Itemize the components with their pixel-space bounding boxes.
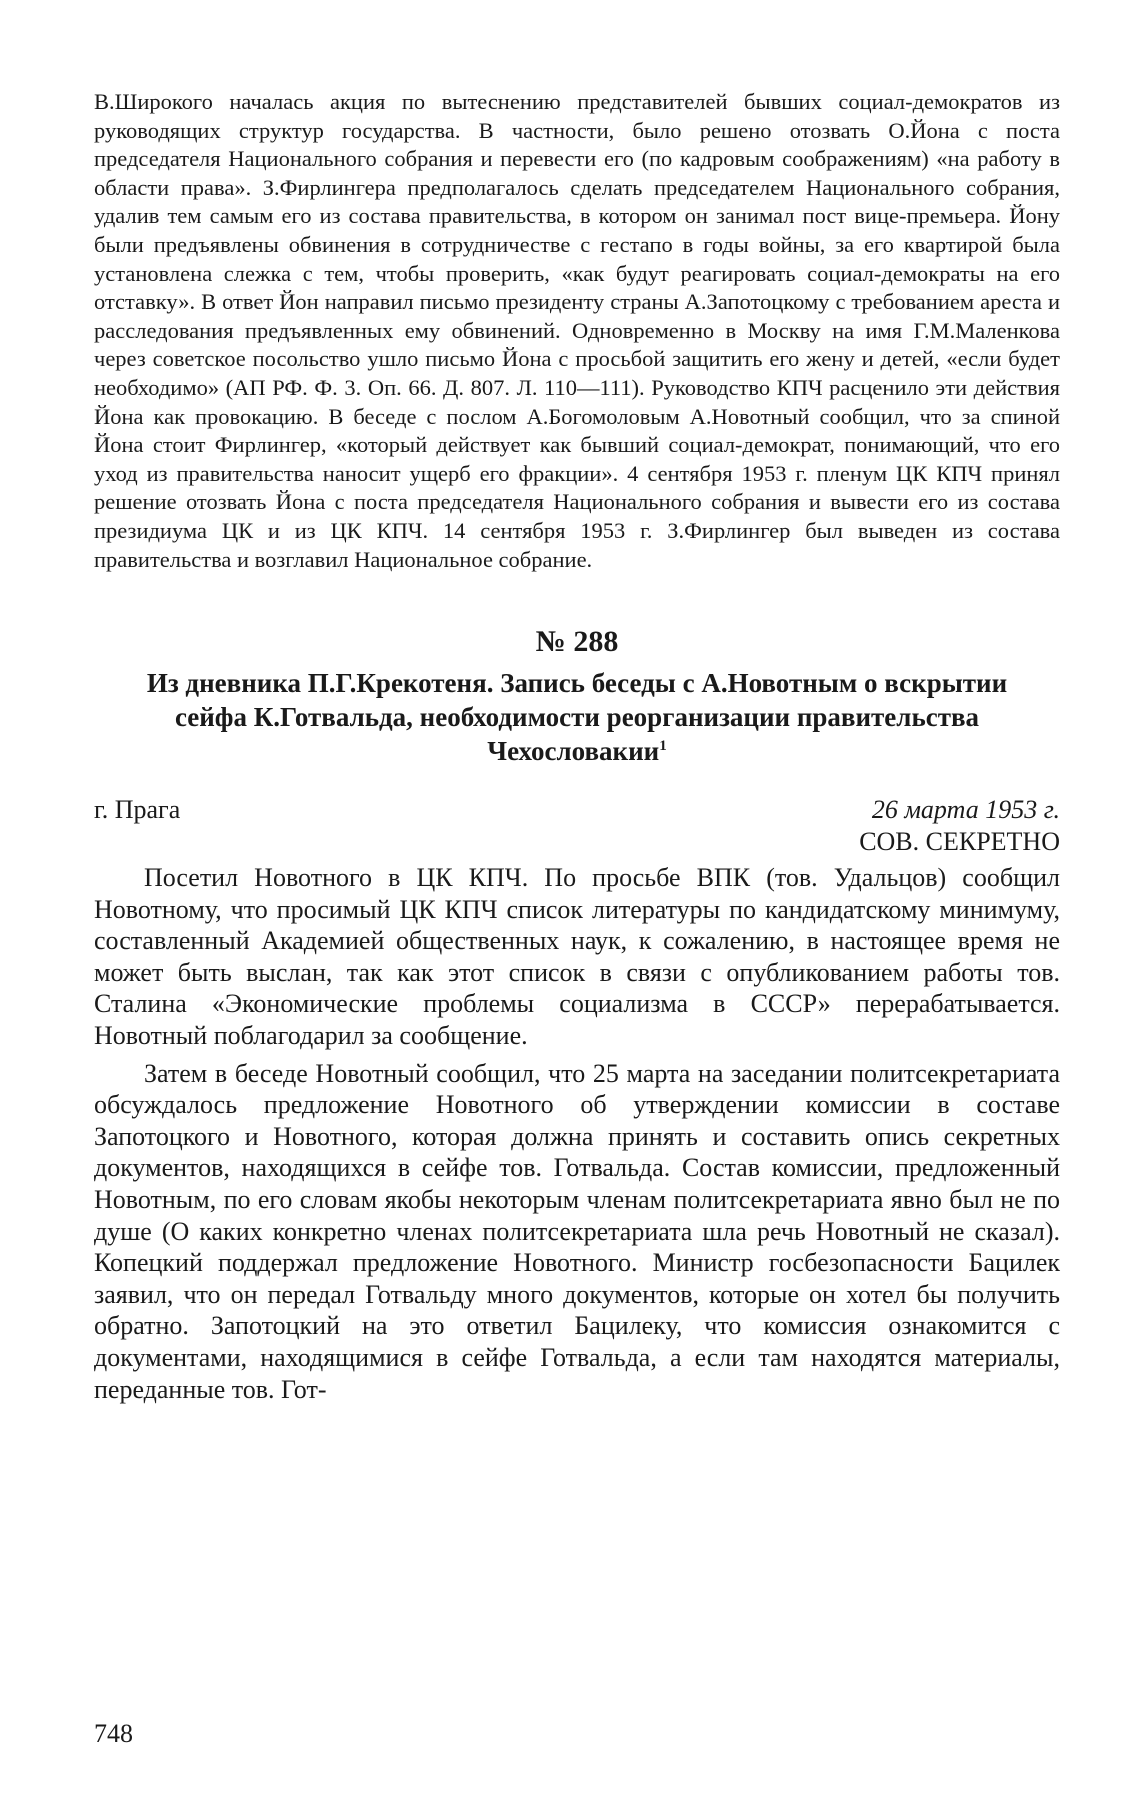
document-number: № 288: [535, 625, 619, 659]
document-title: [134, 666, 1020, 768]
book-page: [94, 88, 1060, 1405]
classification-stamp: СОВ. СЕКРЕТНО: [859, 827, 1060, 857]
page-number: 748: [94, 1719, 133, 1748]
intro-commentary-paragraph: В.Широкого началась акция по вытеснению представителей бывших социал-демократов из руководящих структур государства. В частности, было решено отозвать О.Йона с поста председателя Национального собрания и перевести его (по кадровым соображениям) «на работу в области права». З.Фирлингера предполагалось сделать председателем Национального собрания, удалив тем самым его из состава правительства, в котором он занимал пост вице-премьера. Йону были предъявлены обвинения в сотрудничестве с гестапо в годы войны, за его квартирой была установлена слежка с тем, чтобы проверить, «как будут реагировать социал-демократы на его отставку». В ответ Йон направил письмо президенту страны А.Запотоцкому с требованием ареста и расследования предъявленных ему обвинений. Одновременно в Москву на имя Г.М.Маленкова через советское посольство ушло письмо Йона с просьбой защитить его жену и детей, «если будет необходимо» (АП РФ. Ф. 3. Оп. 66. Д. 807. Л. 110—111). Руководство КПЧ расценило эти действия Йона как провокацию. В беседе с послом А.Богомоловым А.Новотный сообщил, что за спиной Йона стоит Фирлингер, «который действует как бывший социал-демократ, понимающий, что его уход из правительства наносит ущерб его фракции». 4 сентября 1953 г. пленум ЦК КПЧ принял решение отозвать Йона с поста председателя Национального собрания и вывести его из состава президиума ЦК и из ЦК КПЧ. 14 сентября 1953 г. З.Фирлингер был выведен из состава правительства и возглавил Национальное собрание.: [94, 89, 1060, 572]
document-paragraph: Посетил Новотного в ЦК КПЧ. По просьбе ВПК (тов. Удальцов) сообщил Новотному, что просимый ЦК КПЧ список литературы по кандидатскому минимуму, составленный Академией общественных наук, к сожалению, в настоящее время не может быть выслан, так как этот список в связи с опубликованием работы тов. Сталина «Экономические проблемы социализма в СССР» перерабатывается. Новотный поблагодарил за сообщение.: [94, 863, 1060, 1051]
document-paragraph: Затем в беседе Новотный сообщил, что 25 марта на заседании политсекретариата обсуждалось предложение Новотного об утверждении комиссии в составе Запотоцкого и Новотного, которая должна принять и составить опись секретных документов, находящихся в сейфе тов. Готвальда. Состав комиссии, предложенный Новотным, по его словам якобы некоторым членам политсекретариата явно был не по душе (О каких конкретно членах политсекретариата шла речь Новотный не сказал). Копецкий поддержал предложение Новотного. Министр госбезопасности Бацилек заявил, что он передал Готвальду много документов, которые он хотел бы получить обратно. Запотоцкий на это ответил Бацилеку, что комиссия ознакомится с документами, находящимися в сейфе Готвальда, а если там находятся материалы, переданные тов. Гот-: [94, 1058, 1060, 1404]
place-date-line: [94, 794, 1060, 826]
footnote-mark: 1: [659, 738, 667, 755]
document-date: 26 марта 1953 г.: [871, 795, 1060, 825]
document-place: г. Прага: [94, 795, 181, 825]
document-title-text: Из дневника П.Г.Крекотеня. Запись беседы с А.Новотным о вскрытии сейфа К.Готвальда, необходимости реорганизации правительства Чехословакии: [146, 668, 1008, 767]
